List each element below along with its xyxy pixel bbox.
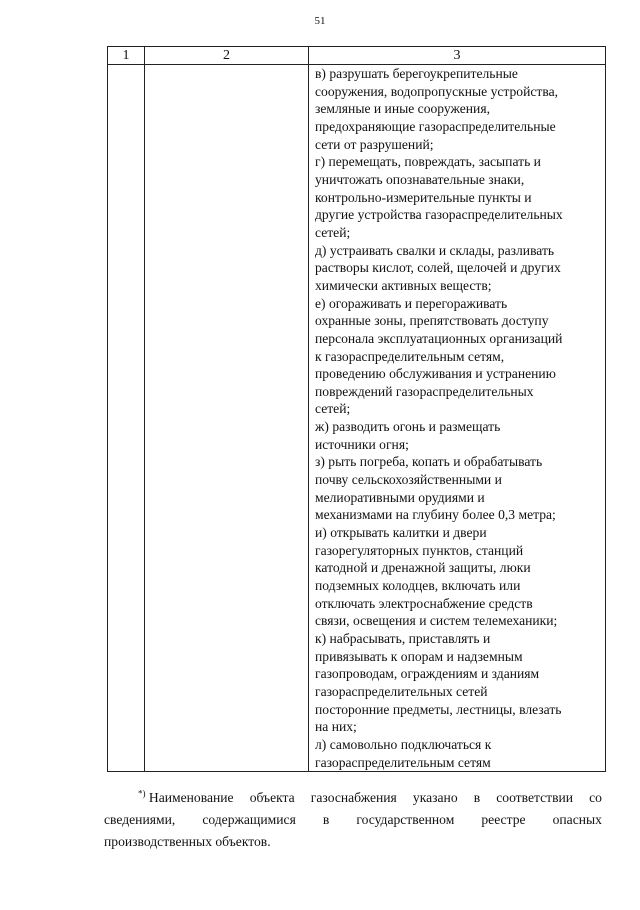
list-item-line: сетей; (315, 224, 351, 240)
table-row (108, 65, 606, 772)
page-number: 51 (314, 15, 326, 27)
list-item-line: связи, освещения и систем телемеханики; (315, 613, 558, 629)
list-item-line: л) самовольно подключаться к (315, 736, 492, 752)
list-item-line: отключать электроснабжение средств (315, 595, 533, 611)
footnote-word: содержащимися (202, 812, 296, 827)
list-item-line: источники огня; (315, 436, 409, 452)
list-item-line: газопроводам, ограждениям и зданиям (315, 666, 540, 682)
footnote-word (138, 787, 234, 809)
list-item-line: подземных колодцев, включать или (315, 578, 521, 594)
table-cell-col1 (108, 65, 145, 772)
list-item-line: на них; (315, 719, 357, 735)
footnote-word: в (473, 790, 481, 805)
footnote-word: соответствии (496, 790, 574, 805)
list-item-line: повреждений газораспределительных (315, 383, 534, 399)
list-item-line: г) перемещать, повреждать, засыпать и (315, 154, 541, 170)
footnote-marker: *) (138, 788, 146, 799)
list-item-line: химически активных веществ; (315, 277, 492, 293)
prohibitions-list (309, 65, 605, 771)
list-item-line: газораспределительных сетей (315, 683, 488, 699)
footnote-line-1 (104, 787, 602, 809)
footnote-word: государственном (356, 812, 455, 827)
list-item-line: другие устройства газораспределительных (315, 207, 563, 223)
requirements-table (107, 46, 606, 772)
list-item-line: предохраняющие газораспределительные (315, 118, 556, 134)
list-item-line: ж) разводить огонь и размещать (315, 419, 501, 435)
list-item-line: сетей; (315, 401, 351, 417)
footnote-line-3: производственных объектов. (104, 834, 271, 849)
list-item-line: и) открывать калитки и двери (315, 525, 487, 541)
list-item-line: земляные и иные сооружения, (315, 101, 490, 117)
list-item-line: з) рыть погреба, копать и обрабатывать (315, 454, 543, 470)
column-header-1: 1 (108, 47, 145, 65)
list-item-line: охранные зоны, препятствовать доступу (315, 313, 549, 329)
list-item-line: д) устраивать свалки и склады, разливать (315, 242, 555, 258)
list-item-line: уничтожать опознавательные знаки, (315, 171, 525, 187)
table-header-row (108, 47, 606, 65)
table-cell-col2 (145, 65, 309, 772)
list-item-line: проведению обслуживания и устранению (315, 366, 556, 382)
list-item-line: катодной и дренажной защиты, люки (315, 560, 531, 576)
footnote-word: объекта (249, 790, 295, 805)
footnote-word: со (589, 790, 602, 805)
list-item-line: к газораспределительным сетям, (315, 348, 505, 364)
footnote-word: газоснабжения (310, 790, 397, 805)
list-item-line: механизмами на глубину более 0,3 метра; (315, 507, 556, 523)
footnote-word: опасных (552, 812, 602, 827)
list-item-line: контрольно-измерительные пункты и (315, 189, 532, 205)
footnote-word: сведениями, (104, 812, 176, 827)
list-item-line: к) набрасывать, приставлять и (315, 631, 491, 646)
footnote-word: указано (412, 790, 458, 805)
list-item-line: почву сельскохозяйственными и (315, 472, 502, 488)
list-item-line: мелиоративными орудиями и (315, 489, 485, 505)
list-item-line: привязывать к опорам и надземным (315, 648, 523, 664)
list-item-line: посторонние предметы, лестницы, влезать (315, 701, 562, 717)
footnote-word: реестре (481, 812, 526, 827)
footnote (104, 787, 602, 853)
column-header-3: 3 (309, 47, 606, 65)
footnote-line-2 (104, 809, 602, 831)
list-item-line: газорегуляторных пунктов, станций (315, 542, 524, 558)
list-item-line: сооружения, водопропускные устройства, (315, 83, 559, 99)
footnote-word: в (322, 812, 330, 827)
list-item-line: в) разрушать берегоукрепительные (315, 66, 518, 81)
list-item-line: растворы кислот, солей, щелочей и других (315, 260, 561, 276)
table-cell-col3 (309, 65, 606, 772)
list-item-line: газораспределительным сетям (315, 754, 491, 770)
list-item-line: сети от разрушений; (315, 136, 434, 152)
list-item-line: персонала эксплуатационных организаций (315, 330, 563, 346)
footnote-word-text: Наименование (145, 790, 234, 805)
column-header-2: 2 (145, 47, 309, 65)
list-item-line: е) огораживать и перегораживать (315, 295, 508, 311)
